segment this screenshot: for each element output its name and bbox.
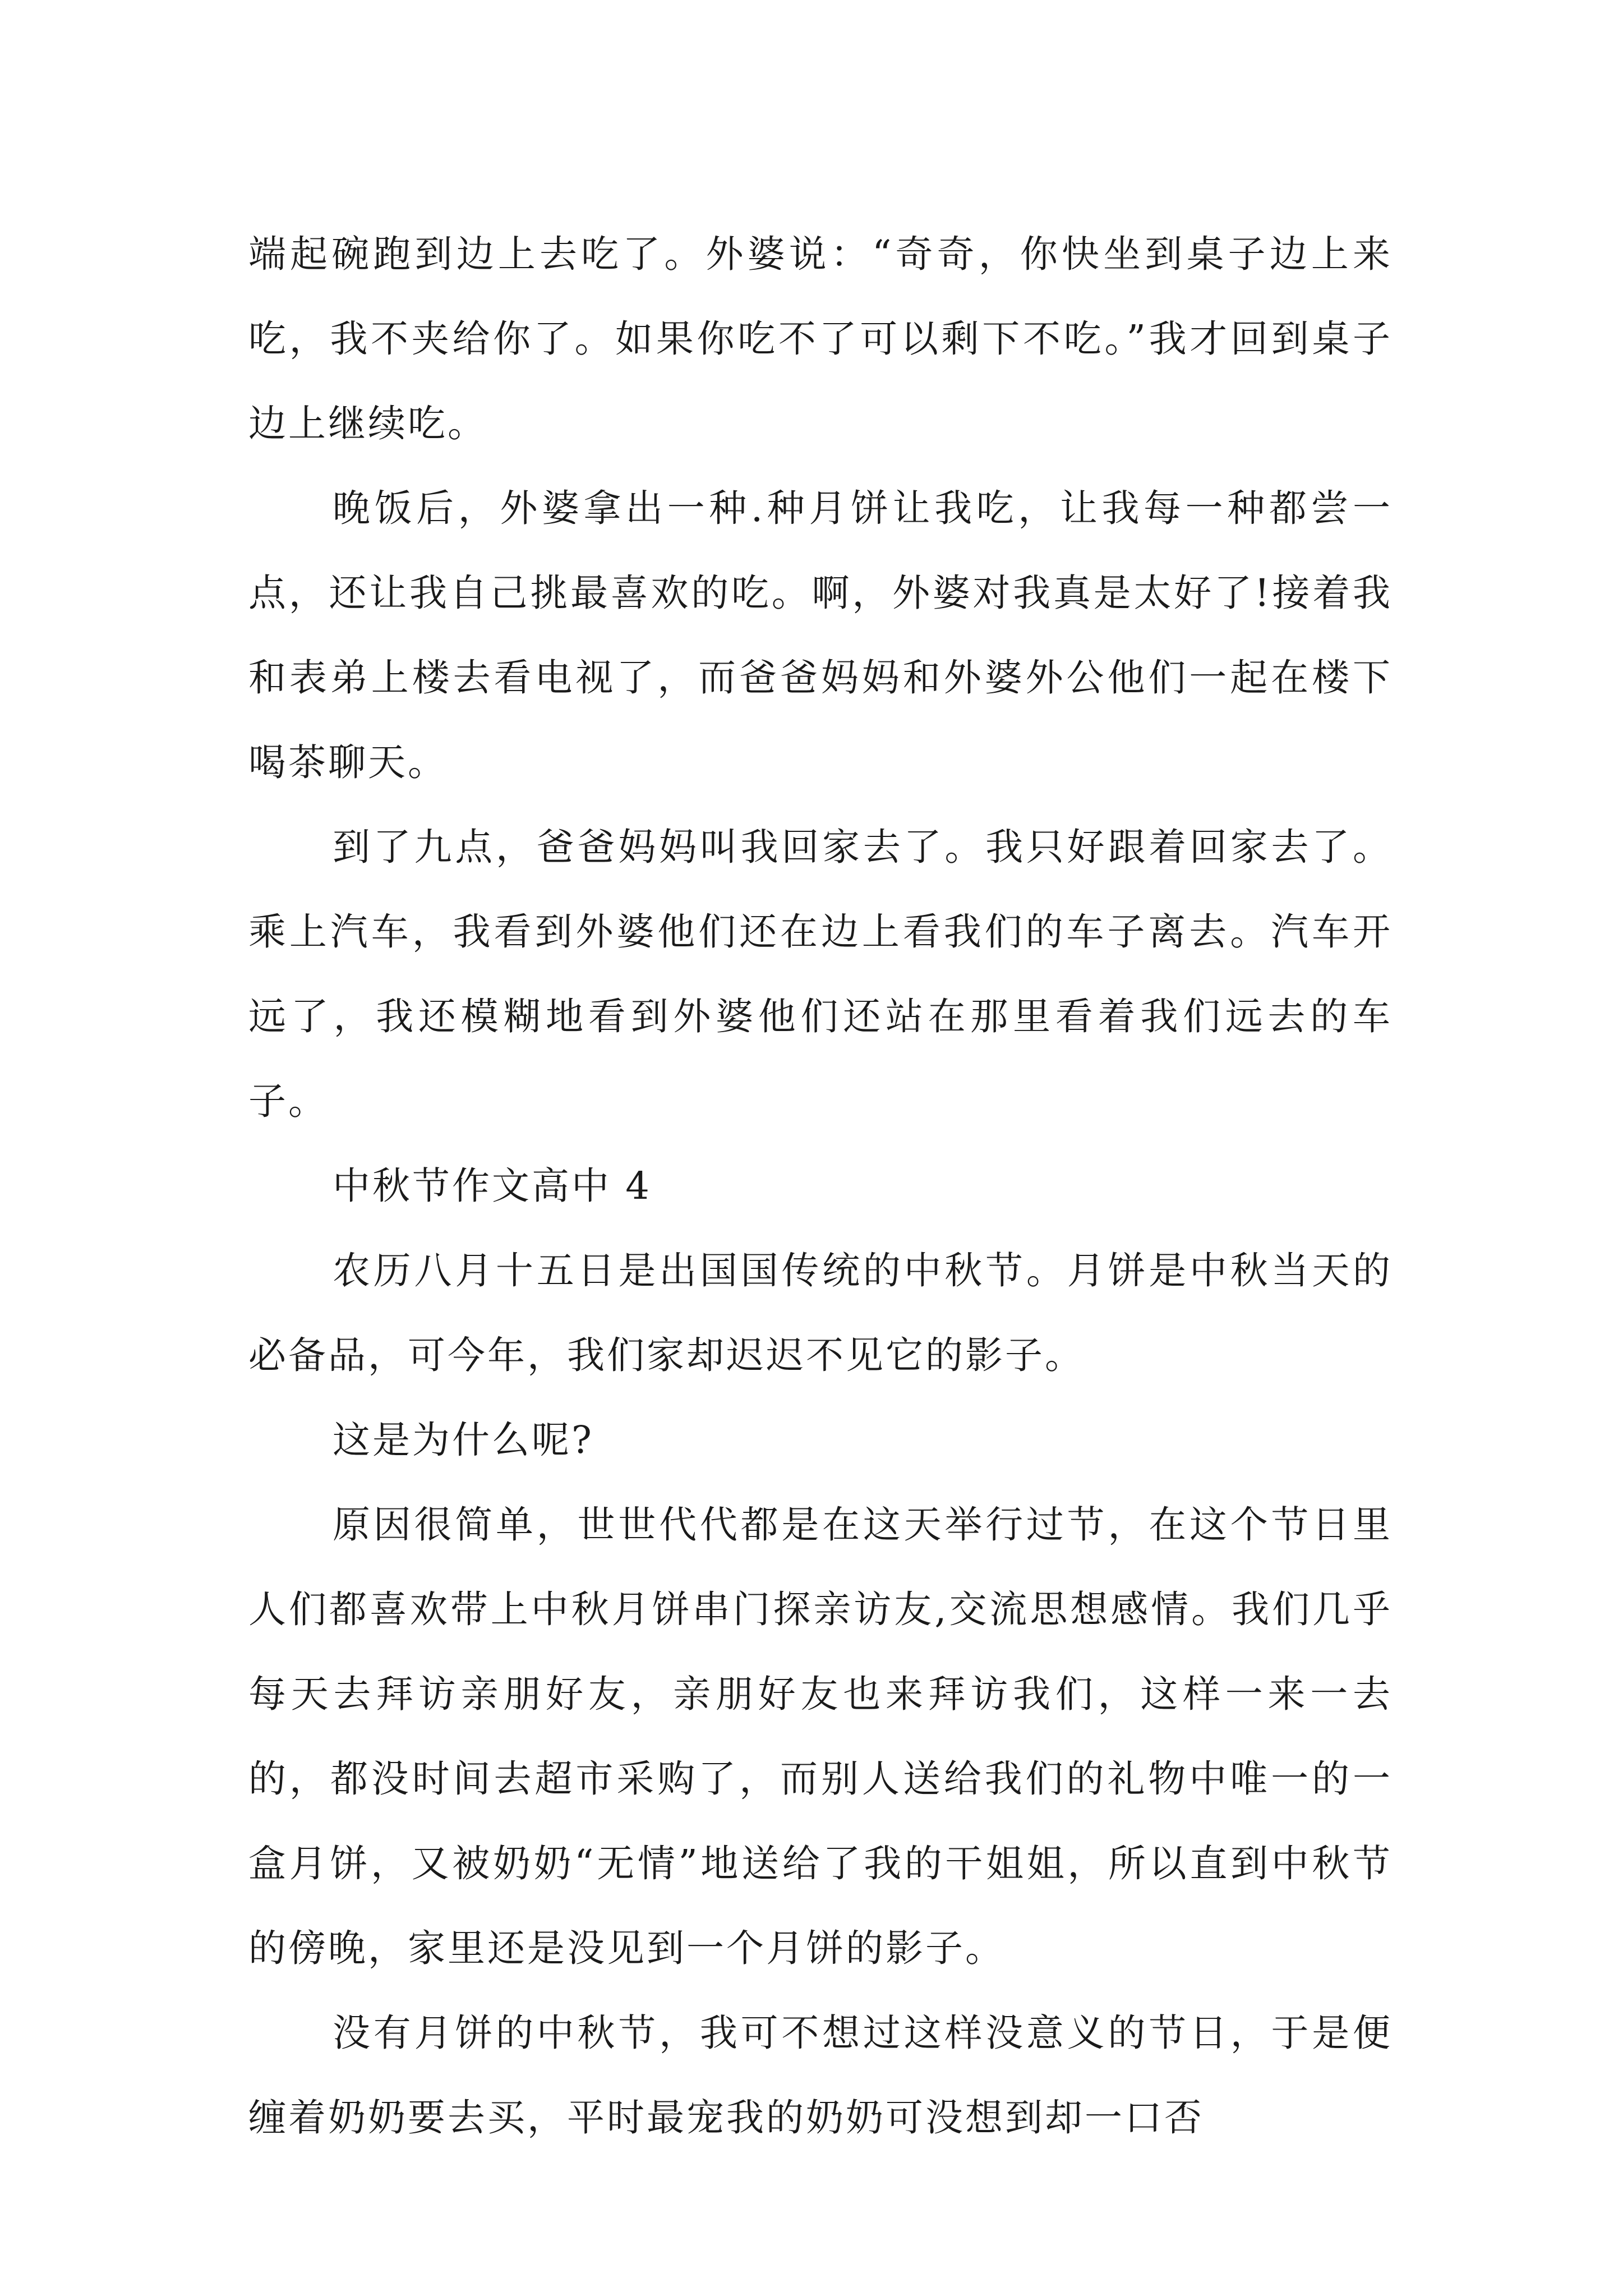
section-title: 中秋节作文高中 4 (333, 1164, 652, 1208)
paragraph-continued: 端起碗跑到边上去吃了。外婆说：“奇奇，你快坐到桌子边上来吃，我不夹给你了。如果你吃不了可以剩下不吃。”我才回到桌子边上继续吃。 (248, 232, 1393, 445)
paragraph: 原因很简单，世世代代都是在这天举行过节，在这个节日里人们都喜欢带上中秋月饼串门探亲访友,交流思想感情。我们几乎每天去拜访亲朋好友，亲朋好友也来拜访我们，这样一来一去的，都没时间去超市采购了，而别人送给我们的礼物中唯一的一盒月饼，又被奶奶“无情”地送给了我的干姐姐，所以直到中秋节的傍晚，家里还是没见到一个月饼的影子。 (248, 1503, 1393, 1970)
paragraph: 到了九点，爸爸妈妈叫我回家去了。我只好跟着回家去了。乘上汽车，我看到外婆他们还在边上看我们的车子离去。汽车开远了，我还模糊地看到外婆他们还站在那里看着我们远去的车子。 (248, 825, 1393, 1123)
paragraph: 农历八月十五日是出国国传统的中秋节。月饼是中秋当天的必备品，可今年，我们家却迟迟不见它的影子。 (248, 1249, 1393, 1377)
paragraph: 没有月饼的中秋节，我可不想过这样没意义的节日，于是便缠着奶奶要去买，平时最宠我的奶奶可没想到却一口否 (248, 2011, 1393, 2139)
paragraph: 晚饭后，外婆拿出一种.种月饼让我吃，让我每一种都尝一点，还让我自己挑最喜欢的吃。啊，外婆对我真是太好了!接着我和表弟上楼去看电视了，而爸爸妈妈和外婆外公他们一起在楼下喝茶聊天。 (248, 486, 1393, 784)
document-body (248, 212, 1393, 2160)
paragraph: 这是为什么呢? (333, 1418, 594, 1462)
